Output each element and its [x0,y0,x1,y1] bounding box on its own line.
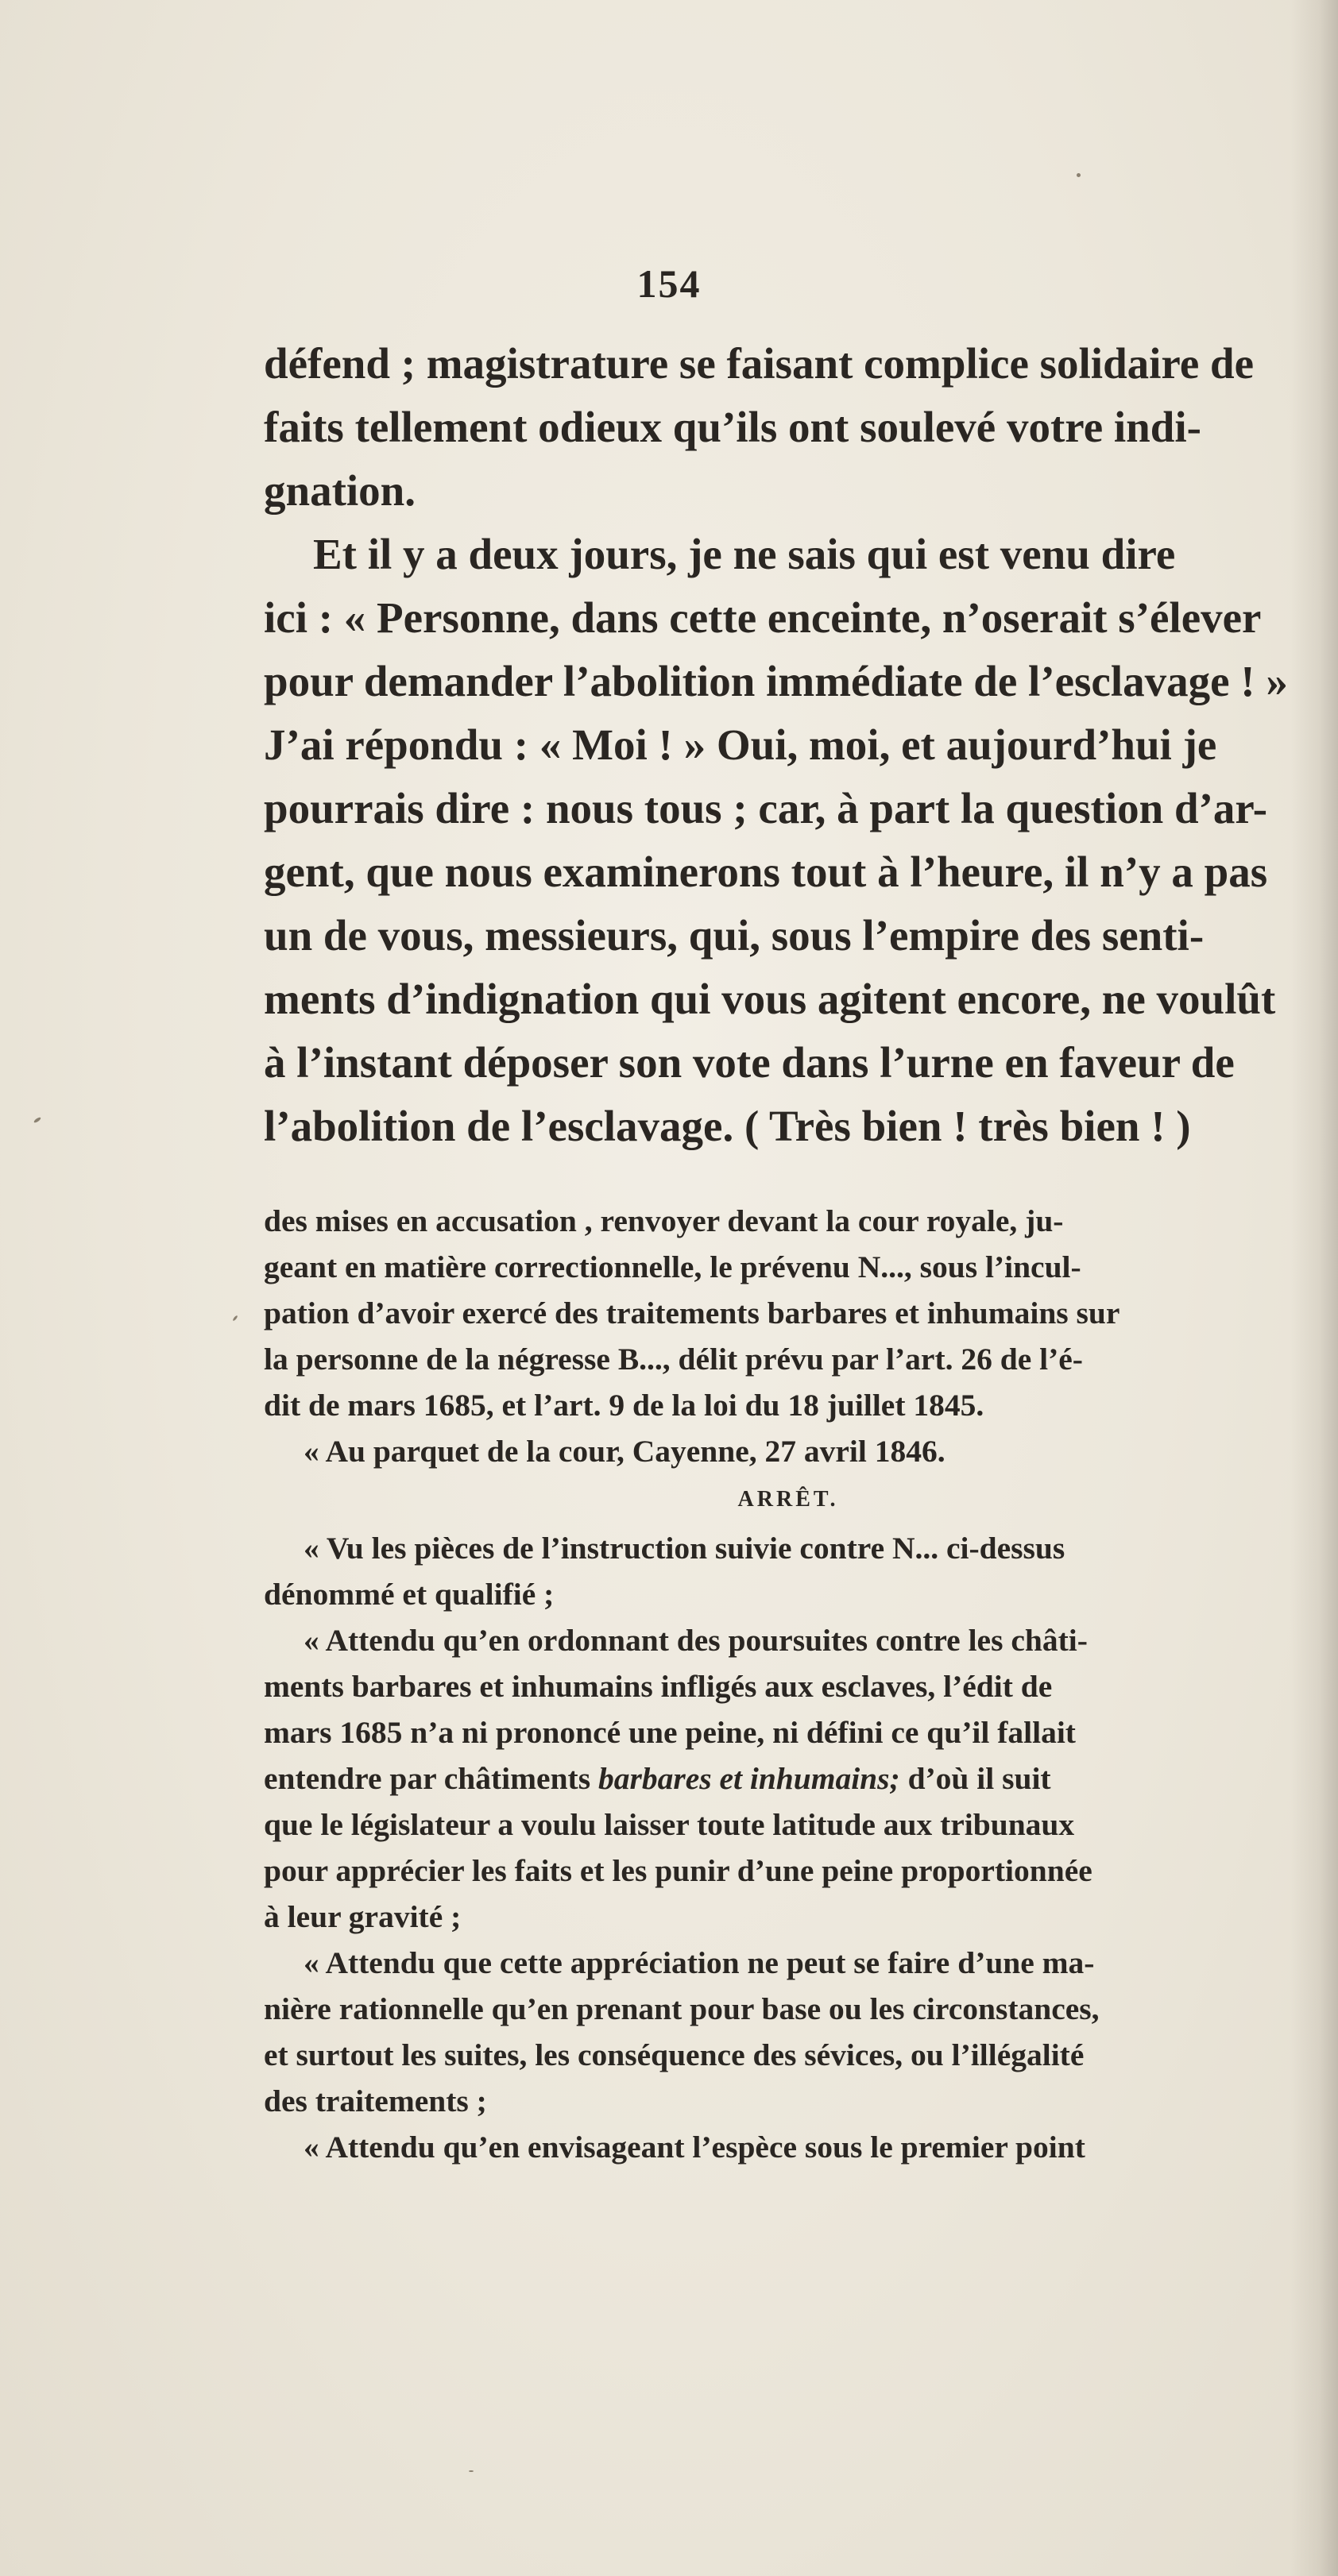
paper-speck [33,1116,41,1123]
quote-line: pation d’avoir exercé des traitements barbares et inhumains sur [264,1296,1120,1330]
paper-speck [232,1315,238,1321]
quote-line-start: entendre par châtiments [264,1761,591,1796]
arret-heading: ARRÊT. [737,1487,839,1512]
main-line-9: gent, que nous examinerons tout à l’heure, il n’y a pas [264,848,1268,896]
main-line-12: à l’instant déposer son vote dans l’urne en faveur de [264,1038,1235,1087]
main-line-11: ments d’indignation qui vous agitent encore, ne voulût [264,975,1276,1023]
quote-line-with-italic [264,1755,1313,1802]
quote-line: « Attendu qu’en ordonnant des poursuites contre les châti- [304,1623,1088,1658]
main-body-text [264,332,1313,1158]
main-line-1: défend ; magistrature se faisant complice solidaire de [264,339,1255,388]
quote-line: la personne de la négresse B..., délit prévu par l’art. 26 de l’é- [264,1342,1083,1377]
quote-line: mars 1685 n’a ni prononcé une peine, ni défini ce qu’il fallait [264,1715,1076,1750]
quoted-document-text [264,1198,1313,2170]
quote-line: geant en matière correctionnelle, le prévenu N..., sous l’incul- [264,1249,1081,1284]
quote-line-end: d’où il suit [899,1761,1051,1796]
italic-phrase: barbares et inhumains; [597,1761,900,1796]
main-line-4: Et il y a deux jours, je ne sais qui est venu dire [313,530,1176,578]
quote-line: ments barbares et inhumains infligés aux esclaves, l’édit de [264,1669,1053,1704]
paper-speck [1077,173,1081,177]
quote-line: que le législateur a voulu laisser toute latitude aux tribunaux [264,1807,1075,1842]
quote-line: des mises en accusation , renvoyer devant la cour royale, ju- [264,1203,1064,1238]
quote-line: pour apprécier les faits et les punir d’une peine proportionnée [264,1853,1092,1888]
main-line-5: ici : « Personne, dans cette enceinte, n’oserait s’élever [264,593,1262,642]
quote-line: « Au parquet de la cour, Cayenne, 27 avril 1846. [304,1434,945,1469]
paper-speck [469,2470,474,2472]
quote-line: à leur gravité ; [264,1899,462,1934]
quote-line: « Vu les pièces de l’instruction suivie contre N... ci-dessus [304,1531,1065,1566]
quote-line: « Attendu qu’en envisageant l’espèce sous le premier point [304,2130,1085,2165]
quote-line: nière rationnelle qu’en prenant pour base ou les circonstances, [264,1991,1100,2026]
main-line-3: gnation. [264,466,416,515]
main-line-2: faits tellement odieux qu’ils ont soulevé votre indi- [264,403,1201,451]
quote-line: et surtout les suites, les conséquence des sévices, ou l’illégalité [264,2037,1085,2072]
main-line-8: pourrais dire : nous tous ; car, à part la question d’ar- [264,784,1268,832]
quote-line: dit de mars 1685, et l’art. 9 de la loi du 18 juillet 1845. [264,1388,984,1423]
main-line-7: J’ai répondu : « Moi ! » Oui, moi, et aujourd’hui je [264,720,1217,769]
main-line-6: pour demander l’abolition immédiate de l’esclavage ! » [264,657,1288,705]
page-number: 154 [636,261,702,306]
quote-line: des traitements ; [264,2084,487,2118]
quote-line: « Attendu que cette appréciation ne peut se faire d’une ma- [304,1945,1095,1980]
main-line-10: un de vous, messieurs, qui, sous l’empire des senti- [264,911,1205,960]
main-line-13: l’abolition de l’esclavage. ( Très bien ! très bien ! ) [264,1102,1191,1150]
quote-line: dénommé et qualifié ; [264,1577,555,1612]
